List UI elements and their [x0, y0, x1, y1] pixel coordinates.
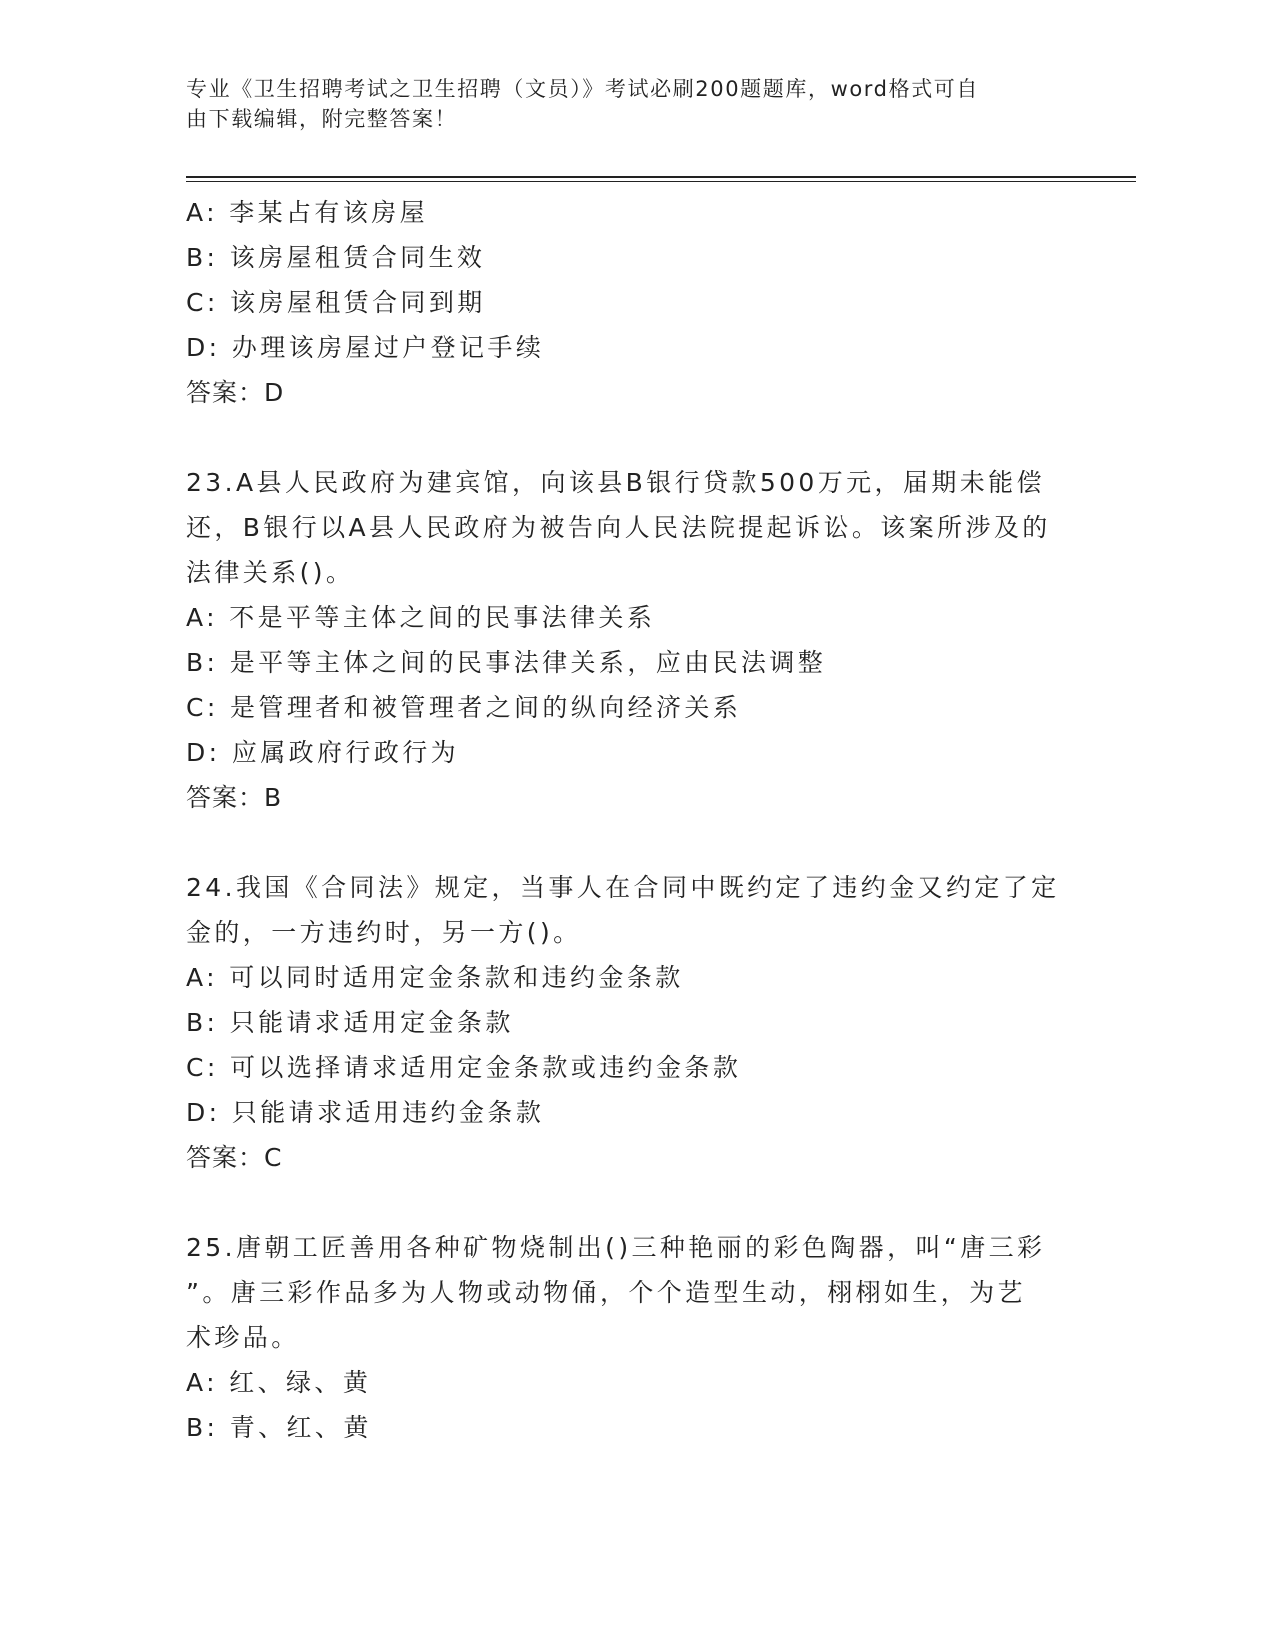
- question-stem-line: 术珍品。: [186, 1323, 300, 1352]
- option-b: B: 只能请求适用定金条款: [186, 1008, 514, 1037]
- option-d: D: 应属政府行政行为: [186, 738, 460, 767]
- option-b: B: 该房屋租赁合同生效: [186, 243, 486, 272]
- option-a: A: 李某占有该房屋: [186, 198, 429, 227]
- option-b: B: 是平等主体之间的民事法律关系，应由民法调整: [186, 648, 827, 677]
- question-stem-line: 法律关系()。: [186, 558, 355, 587]
- header-line-2: 由下载编辑，附完整答案！: [186, 107, 458, 131]
- question-25: [186, 1225, 1086, 1450]
- option-a: A: 不是平等主体之间的民事法律关系: [186, 603, 656, 632]
- question-stem-line: ”。唐三彩作品多为人物或动物俑，个个造型生动，栩栩如生，为艺: [186, 1278, 1026, 1307]
- question-22-continued: [186, 190, 1086, 415]
- header-line-1: 专业《卫生招聘考试之卫生招聘（文员）》考试必刷200题题库，word格式可自: [186, 77, 979, 101]
- question-stem-line: 还，B银行以A县人民政府为被告向人民法院提起诉讼。该案所涉及的: [186, 513, 1051, 542]
- document-header: [186, 74, 1066, 134]
- question-stem-line: 23.A县人民政府为建宾馆，向该县B银行贷款500万元，届期未能偿: [186, 468, 1045, 497]
- option-c: C: 可以选择请求适用定金条款或违约金条款: [186, 1053, 742, 1082]
- option-c: C: 该房屋租赁合同到期: [186, 288, 486, 317]
- answer: 答案：B: [186, 783, 283, 812]
- question-24: [186, 865, 1086, 1180]
- option-b: B: 青、红、黄: [186, 1413, 372, 1442]
- option-d: D: 只能请求适用违约金条款: [186, 1098, 545, 1127]
- header-divider-thin: [186, 181, 1136, 182]
- option-a: A: 可以同时适用定金条款和违约金条款: [186, 963, 684, 992]
- header-divider-thick: [186, 176, 1136, 178]
- option-c: C: 是管理者和被管理者之间的纵向经济关系: [186, 693, 742, 722]
- answer: 答案：D: [186, 378, 285, 407]
- answer: 答案：C: [186, 1143, 283, 1172]
- document-body: [186, 190, 1086, 1450]
- option-a: A: 红、绿、黄: [186, 1368, 372, 1397]
- option-d: D: 办理该房屋过户登记手续: [186, 333, 545, 362]
- question-stem-line: 金的，一方违约时，另一方()。: [186, 918, 582, 947]
- question-stem-line: 24.我国《合同法》规定，当事人在合同中既约定了违约金又约定了定: [186, 873, 1060, 902]
- question-stem-line: 25.唐朝工匠善用各种矿物烧制出()三种艳丽的彩色陶器，叫“唐三彩: [186, 1233, 1046, 1262]
- question-23: [186, 460, 1086, 820]
